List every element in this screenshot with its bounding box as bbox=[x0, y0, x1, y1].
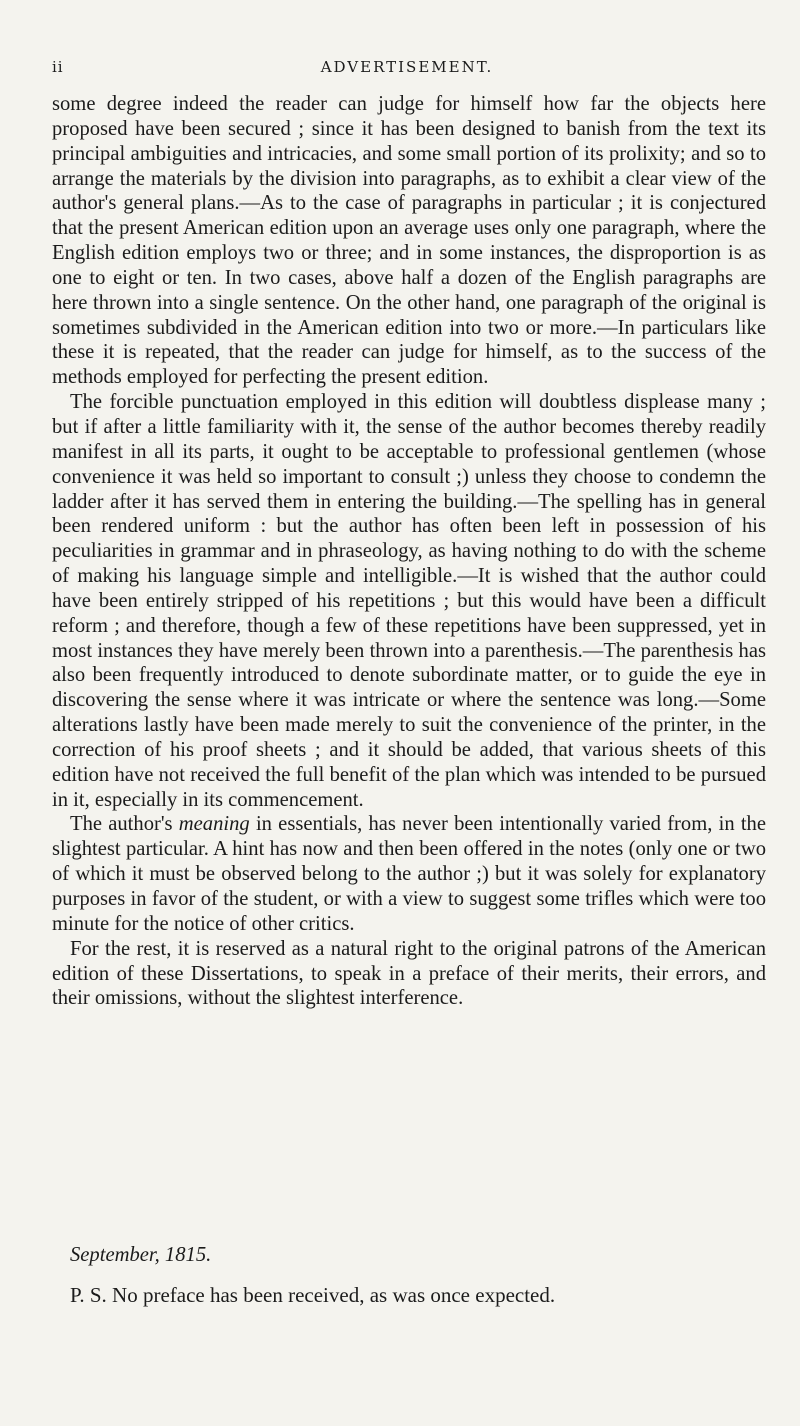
paragraph-3-lead: The author's bbox=[70, 813, 179, 836]
emphasis-meaning: meaning bbox=[178, 813, 250, 836]
paragraph-4: For the rest, it is reserved as a natural right to the original patrons of the American edition of these Dissertations, to speak in a preface of their merits, their errors, and their omissions, without the slightest interference. bbox=[52, 937, 766, 1010]
body-text bbox=[52, 92, 766, 1011]
running-head: ADVERTISEMENT. bbox=[320, 58, 494, 76]
page-number: ii bbox=[52, 58, 64, 76]
page-header bbox=[52, 58, 762, 80]
date-signature: September, 1815. bbox=[70, 1244, 212, 1266]
postscript: P. S. No preface has been received, as was once expected. bbox=[70, 1283, 556, 1307]
paragraph-3-rest: in essentials, has never been intentionally varied from, in the slightest particular. A hint has now and then been offered in the notes (only one or two of which it must be observed belong to the author ;) but it was solely for explanatory purposes in favor of the student, or with a view to suggest some trifles which were too minute for the notice of other critics. bbox=[52, 813, 766, 935]
paragraph-2: The forcible punctuation employed in this edition will doubtless displease many ; but if after a little familiarity with it, the sense of the author becomes thereby readily manifest in all its parts, it ought to be acceptable to professional gentlemen (whose convenience it was held so important to consult ;) unless they choose to condemn the ladder after it has served them in entering the building.—The spelling has in general been rendered uniform : but the author has often been left in possession of his peculiarities in grammar and in phraseology, as having nothing to do with the scheme of making his language simple and intelligible.—It is wished that the author could have been entirely stripped of his repetitions ; but this would have been a difficult reform ; and therefore, though a few of these repetitions have been suppressed, yet in most instances they have merely been thrown into a parenthesis.—The parenthesis has also been frequently introduced to denote subordinate matter, or to guide the eye in discovering the sense where it was intricate or where the sentence was long.—Some alterations lastly have been made merely to suit the convenience of the printer, in the correction of his proof sheets ; and it should be added, that various sheets of this edition have not received the full benefit of the plan which was intended to be pursued in it, especially in its commencement. bbox=[52, 391, 766, 811]
paragraph-1: some degree indeed the reader can judge for himself how far the objects here proposed have been secured ; since it has been designed to banish from the text its principal ambiguities and intricacies, and some small portion of its prolixity; and so to arrange the materials by the division into paragraphs, as to exhibit a clear view of the author's general plans.—As to the case of paragraphs in particular ; it is conjectured that the present American edition upon an average uses only one paragraph, where the English edition employs two or three; and in some instances, the disproportion is as one to eight or ten. In two cases, above half a dozen of the English paragraphs are here thrown into a single sentence. On the other hand, one paragraph of the original is sometimes subdivided in the American edition into two or more.—In particulars like these it is repeated, that the reader can judge for himself, as to the success of the methods employed for perfecting the present edition. bbox=[52, 93, 766, 389]
paragraph-3 bbox=[52, 812, 766, 936]
